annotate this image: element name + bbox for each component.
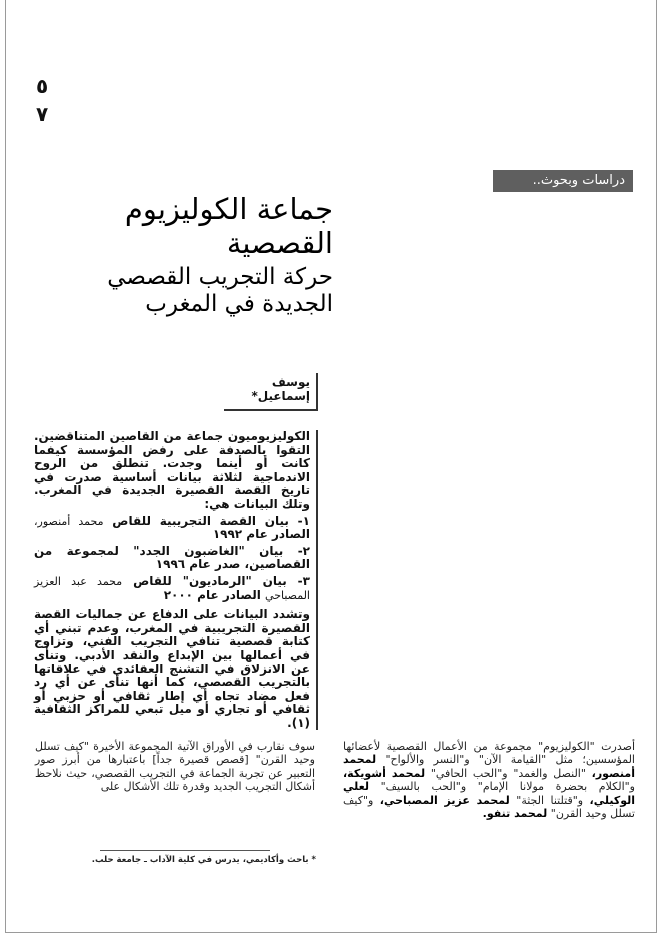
body-column-right [343, 740, 635, 820]
author-name: لمحمد عزيز المصباحي، [379, 793, 510, 807]
list-item-date: الصادر عام ٢٠٠٠ [163, 587, 261, 602]
author-byline: يوسف إسماعيل* [224, 373, 318, 411]
author-name: لمحمد تنفو. [482, 807, 548, 821]
list-item-author: محمد أمنصور، [34, 514, 104, 528]
author-name: لمحمد أشويكة، [343, 766, 426, 780]
page-number-top: ٥ [36, 74, 49, 98]
footnote: * باحث وأكاديمي، يدرس في كلية الآداب ـ جامعة حلب. [91, 855, 316, 865]
article-title: جماعة الكوليزيوم القصصية [124, 192, 333, 260]
body-text: "النصل والغمد" و"الحب الحافي" [430, 766, 586, 780]
body-text: و"قتلتنا الجثة" [516, 793, 584, 807]
footnote-divider [100, 850, 270, 851]
body-text: سوف نقارب في الأوراق الآتية المجموعة الأخيرة "كيف تسلل وحيد القرن" [قصص قصيرة جداً] باعتبارها من أبرز صور التعبير عن تجربة الجماعة في التجريب القصصي، حيث نلاحظ أشكال التجريب الجديد وقدرة تلك الأشكال على [35, 740, 315, 794]
list-item [34, 575, 310, 602]
list-item-date: الصادر عام ١٩٩٢ [212, 527, 310, 542]
list-item-text: ٣- بيان "الرماديون" للقاص [133, 573, 310, 588]
list-item-text: ٢- بيان "الغاضبون الجدد" لمجموعة من القصاصين، صدر عام ١٩٩٦ [34, 543, 310, 572]
list-item-author: محمد عبد العزيز المصباحي [34, 574, 310, 602]
list-item-text: ١- بيان القصة التجريبية للقاص [112, 513, 310, 528]
list-item [34, 515, 310, 542]
body-column-left [35, 740, 315, 794]
article-subtitle: حركة التجريب القصصي الجديدة في المغرب [107, 264, 333, 317]
body-text: و"الكلام بحضرة مولانا الإمام" و"الحب بالسيف" [380, 780, 635, 794]
body-text: و"كيف تسلل وحيد القرن" [343, 793, 635, 821]
list-item [34, 545, 310, 572]
author-name: لمحمد أمنصور، [343, 753, 635, 780]
intro-closing: وتشدد البيانات على الدفاع عن جماليات القصة القصيرة التجريبية في المغرب، وعدم تبني أي كتابة قصصية تنافي التجريب الفني، وتزاوج في أعمالها بين الإبداع والنقد الأدبي. وتنأى عن الانزلاق في التشنج العقائدي في علاقاتها بالتجريب القصصي، كما أنها تنأى عن أي رد فعل مضاد تجاه أي إطار ثقافي أو حزبي أو ثقافي أو تجاري أو ميل تبعي للمراكز الثقافية (١). [34, 607, 310, 730]
intro-heading: الكوليزيوميون جماعة من القاصين المتناقضين. التقوا بالصدفة على رفض المؤسسة كيفما كانت أو أينما وجدت. تنطلق من الروح الاندماجية لثلاثة بيانات أساسية صدرت في تاريخ القصة القصيرة الجديدة في المغرب. وتلك البيانات هي: [34, 429, 310, 511]
section-tag: دراسات وبحوث.. [493, 170, 633, 192]
author-name: لعلي الوكيلي، [343, 780, 636, 807]
intro-block [34, 430, 318, 730]
page-number-bottom: ٧ [36, 102, 49, 126]
body-text: أصدرت "الكوليزيوم" مجموعة من الأعمال القصصية لأعضائها المؤسسين؛ مثل "القيامة الآن" و"النسر والألواح" [343, 740, 635, 767]
